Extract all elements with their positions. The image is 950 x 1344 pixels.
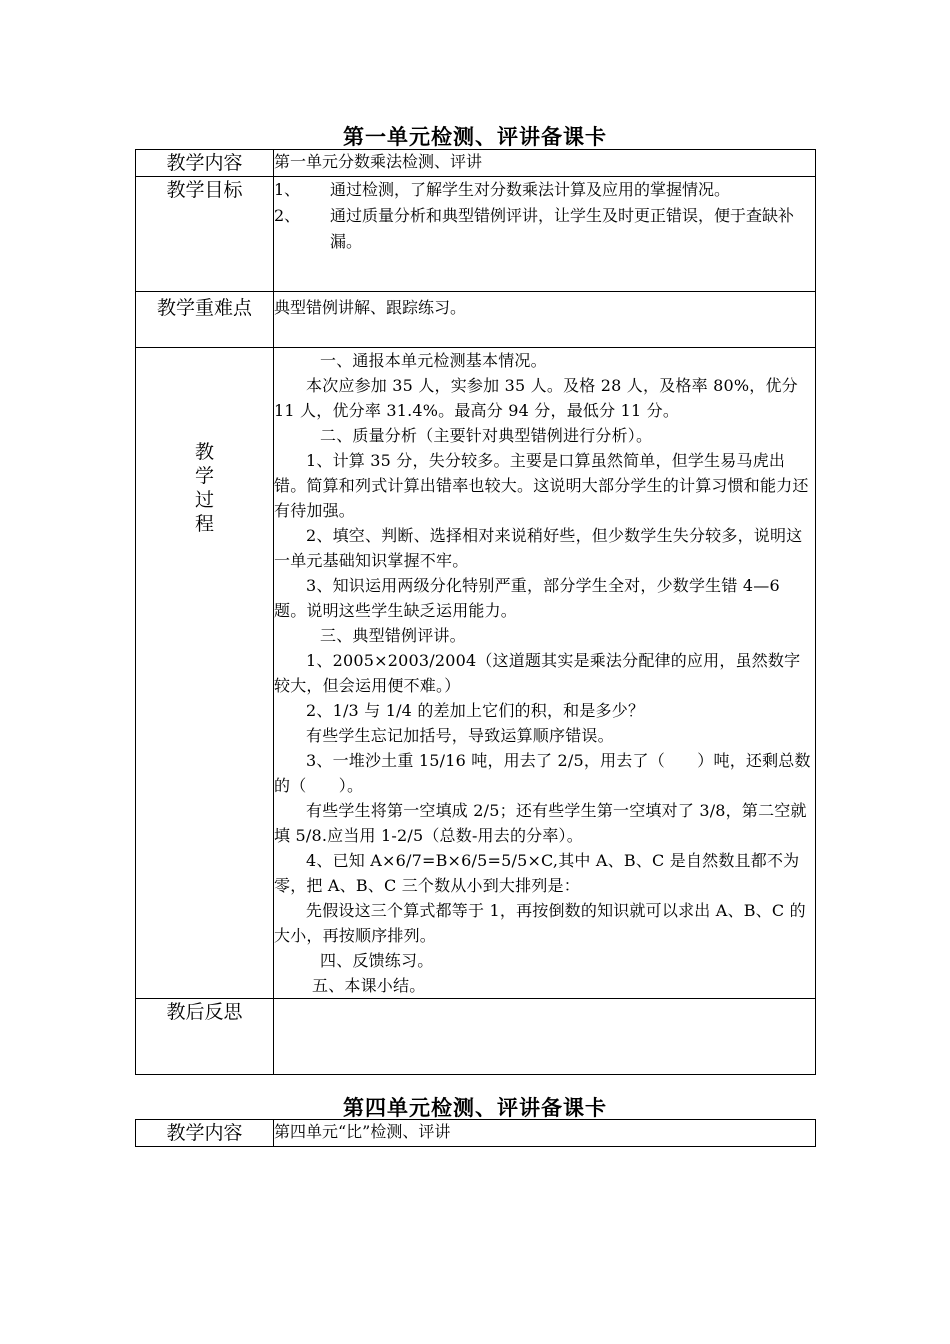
card2-title: 第四单元检测、评讲备课卡 — [343, 1095, 607, 1120]
goal-item — [274, 177, 815, 203]
section-heading: 二、质量分析（主要针对典型错例进行分析）。 — [320, 426, 653, 445]
content-label: 教学内容 — [136, 150, 274, 177]
paragraph: 4、已知 A×6/7=B×6/5=5/5×C,其中 A、B、C 是自然数且都不为零，把 A、B、C 三个数从小到大排列是： — [274, 851, 800, 895]
goal-number: 1、 — [274, 180, 301, 199]
paragraph: 3、知识运用两级分化特别严重，部分学生全对，少数学生错 4—6 题。说明这些学生缺乏运用能力。 — [274, 576, 780, 620]
paragraph: 有些学生将第一空填成 2/5；还有些学生第一空填对了 3/8，第二空就填 5/8.应当用 1-2/5（总数-用去的分率）。 — [274, 801, 807, 845]
process-label — [193, 440, 217, 536]
goal-number: 2、 — [274, 206, 301, 225]
goal-text: 通过检测，了解学生对分数乘法计算及应用的掌握情况。 — [330, 180, 731, 199]
goals-row — [136, 177, 816, 292]
content-row — [136, 1120, 816, 1147]
key-points-value: 典型错例讲解、跟踪练习。 — [274, 292, 816, 348]
section-heading: 三、典型错例评讲。 — [320, 626, 466, 645]
process-label-char: 程 — [194, 513, 214, 535]
paragraph: 1、计算 35 分，失分较多。主要是口算虽然简单，但学生易马虎出错。简算和列式计算出错率也较大。这说明大部分学生的计算习惯和能力还有待加强。 — [274, 451, 809, 520]
process-content — [274, 348, 816, 999]
process-label-cell — [136, 348, 274, 999]
lesson-card-1 — [135, 149, 816, 1075]
content-row — [136, 150, 816, 177]
paragraph: 先假设这三个算式都等于 1，再按倒数的知识就可以求出 A、B、C 的大小，再按顺序排列。 — [274, 901, 806, 945]
reflection-row — [136, 999, 816, 1075]
section-heading: 一、通报本单元检测基本情况。 — [320, 351, 547, 370]
content-label: 教学内容 — [136, 1120, 274, 1147]
paragraph: 有些学生忘记加括号，导致运算顺序错误。 — [306, 726, 614, 745]
paragraph: 2、填空、判断、选择相对来说稍好些，但少数学生失分较多，说明这一单元基础知识掌握不牢。 — [274, 526, 803, 570]
section-heading: 四、反馈练习。 — [320, 951, 434, 970]
lesson-card-2 — [135, 1119, 816, 1147]
key-points-label: 教学重难点 — [136, 292, 274, 348]
process-row — [136, 348, 816, 999]
reflection-value — [274, 999, 816, 1075]
goal-text: 通过质量分析和典型错例评讲，让学生及时更正错误，便于查缺补漏。 — [330, 206, 795, 251]
reflection-label: 教后反思 — [136, 999, 274, 1075]
paragraph: 本次应参加 35 人，实参加 35 人。及格 28 人，及格率 80%，优分 11 人，优分率 31.4%。最高分 94 分，最低分 11 分。 — [274, 376, 798, 420]
content-value: 第四单元“比”检测、评讲 — [274, 1120, 816, 1147]
goal-item — [274, 203, 815, 255]
goals-label: 教学目标 — [136, 177, 274, 292]
key-points-row — [136, 292, 816, 348]
card1-title: 第一单元检测、评讲备课卡 — [343, 124, 607, 149]
paragraph: 1、2005×2003/2004（这道题其实是乘法分配律的应用，虽然数字较大，但会运用便不难。） — [274, 651, 801, 695]
process-label-char: 过 — [194, 489, 214, 511]
paragraph: 2、1/3 与 1/4 的差加上它们的积，和是多少？ — [306, 701, 645, 720]
paragraph: 3、一堆沙土重 15/16 吨，用去了 2/5，用去了（ ）吨，还剩总数的（ ）。 — [274, 751, 811, 795]
goals-cell — [274, 177, 816, 292]
process-label-char: 教 — [194, 441, 214, 463]
section-heading: 五、本课小结。 — [312, 976, 426, 995]
content-value: 第一单元分数乘法检测、评讲 — [274, 150, 816, 177]
process-label-char: 学 — [194, 465, 214, 487]
